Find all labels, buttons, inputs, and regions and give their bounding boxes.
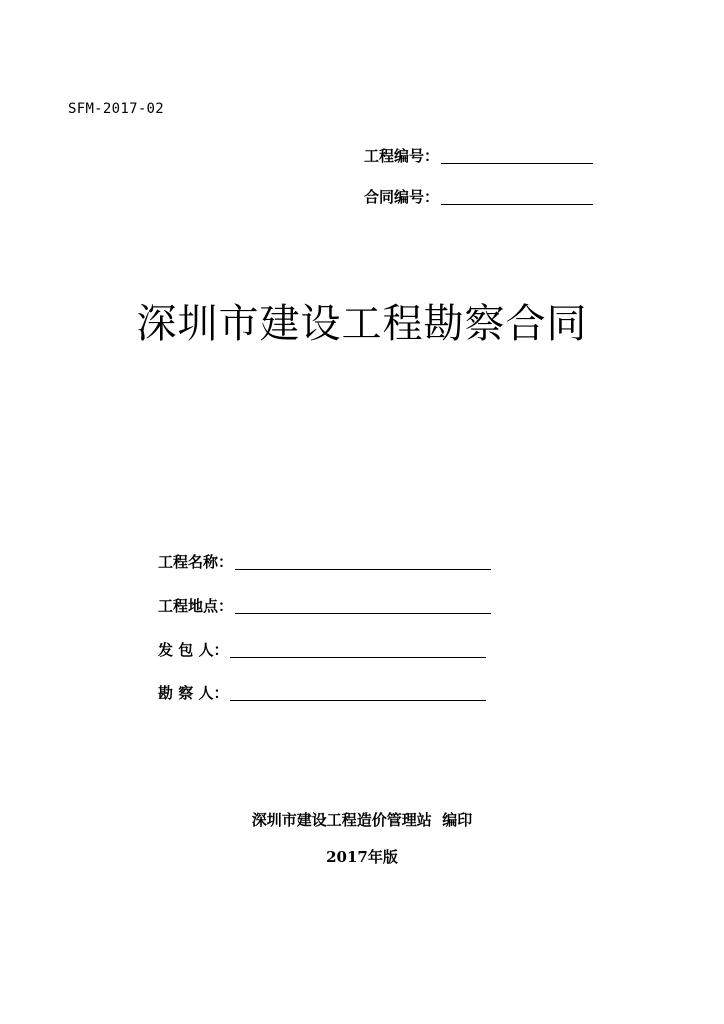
publisher-line: 深圳市建设工程造价管理站 编印 xyxy=(251,811,473,829)
client-label: 发 包 人： xyxy=(158,641,229,659)
contract-number-label: 合同编号： xyxy=(364,188,440,206)
project-number-blank[interactable] xyxy=(441,163,593,164)
client-row xyxy=(158,638,486,660)
project-location-blank[interactable] xyxy=(235,613,491,614)
project-location-row xyxy=(158,594,491,616)
project-name-blank[interactable] xyxy=(235,569,491,570)
project-location-label: 工程地点： xyxy=(158,597,234,615)
project-number-row xyxy=(364,144,593,166)
project-name-label: 工程名称： xyxy=(158,553,234,571)
contract-number-row xyxy=(364,185,593,207)
contract-number-blank[interactable] xyxy=(441,204,593,205)
project-number-label: 工程编号： xyxy=(364,147,440,165)
surveyor-label: 勘 察 人： xyxy=(158,684,229,702)
client-blank[interactable] xyxy=(230,657,486,658)
surveyor-blank[interactable] xyxy=(230,700,486,701)
project-name-row xyxy=(158,550,491,572)
surveyor-row xyxy=(158,681,486,703)
form-code: SFM-2017-02 xyxy=(68,101,165,117)
edition-line: 2017年版 xyxy=(326,848,398,866)
document-title: 深圳市建设工程勘察合同 xyxy=(136,301,588,347)
